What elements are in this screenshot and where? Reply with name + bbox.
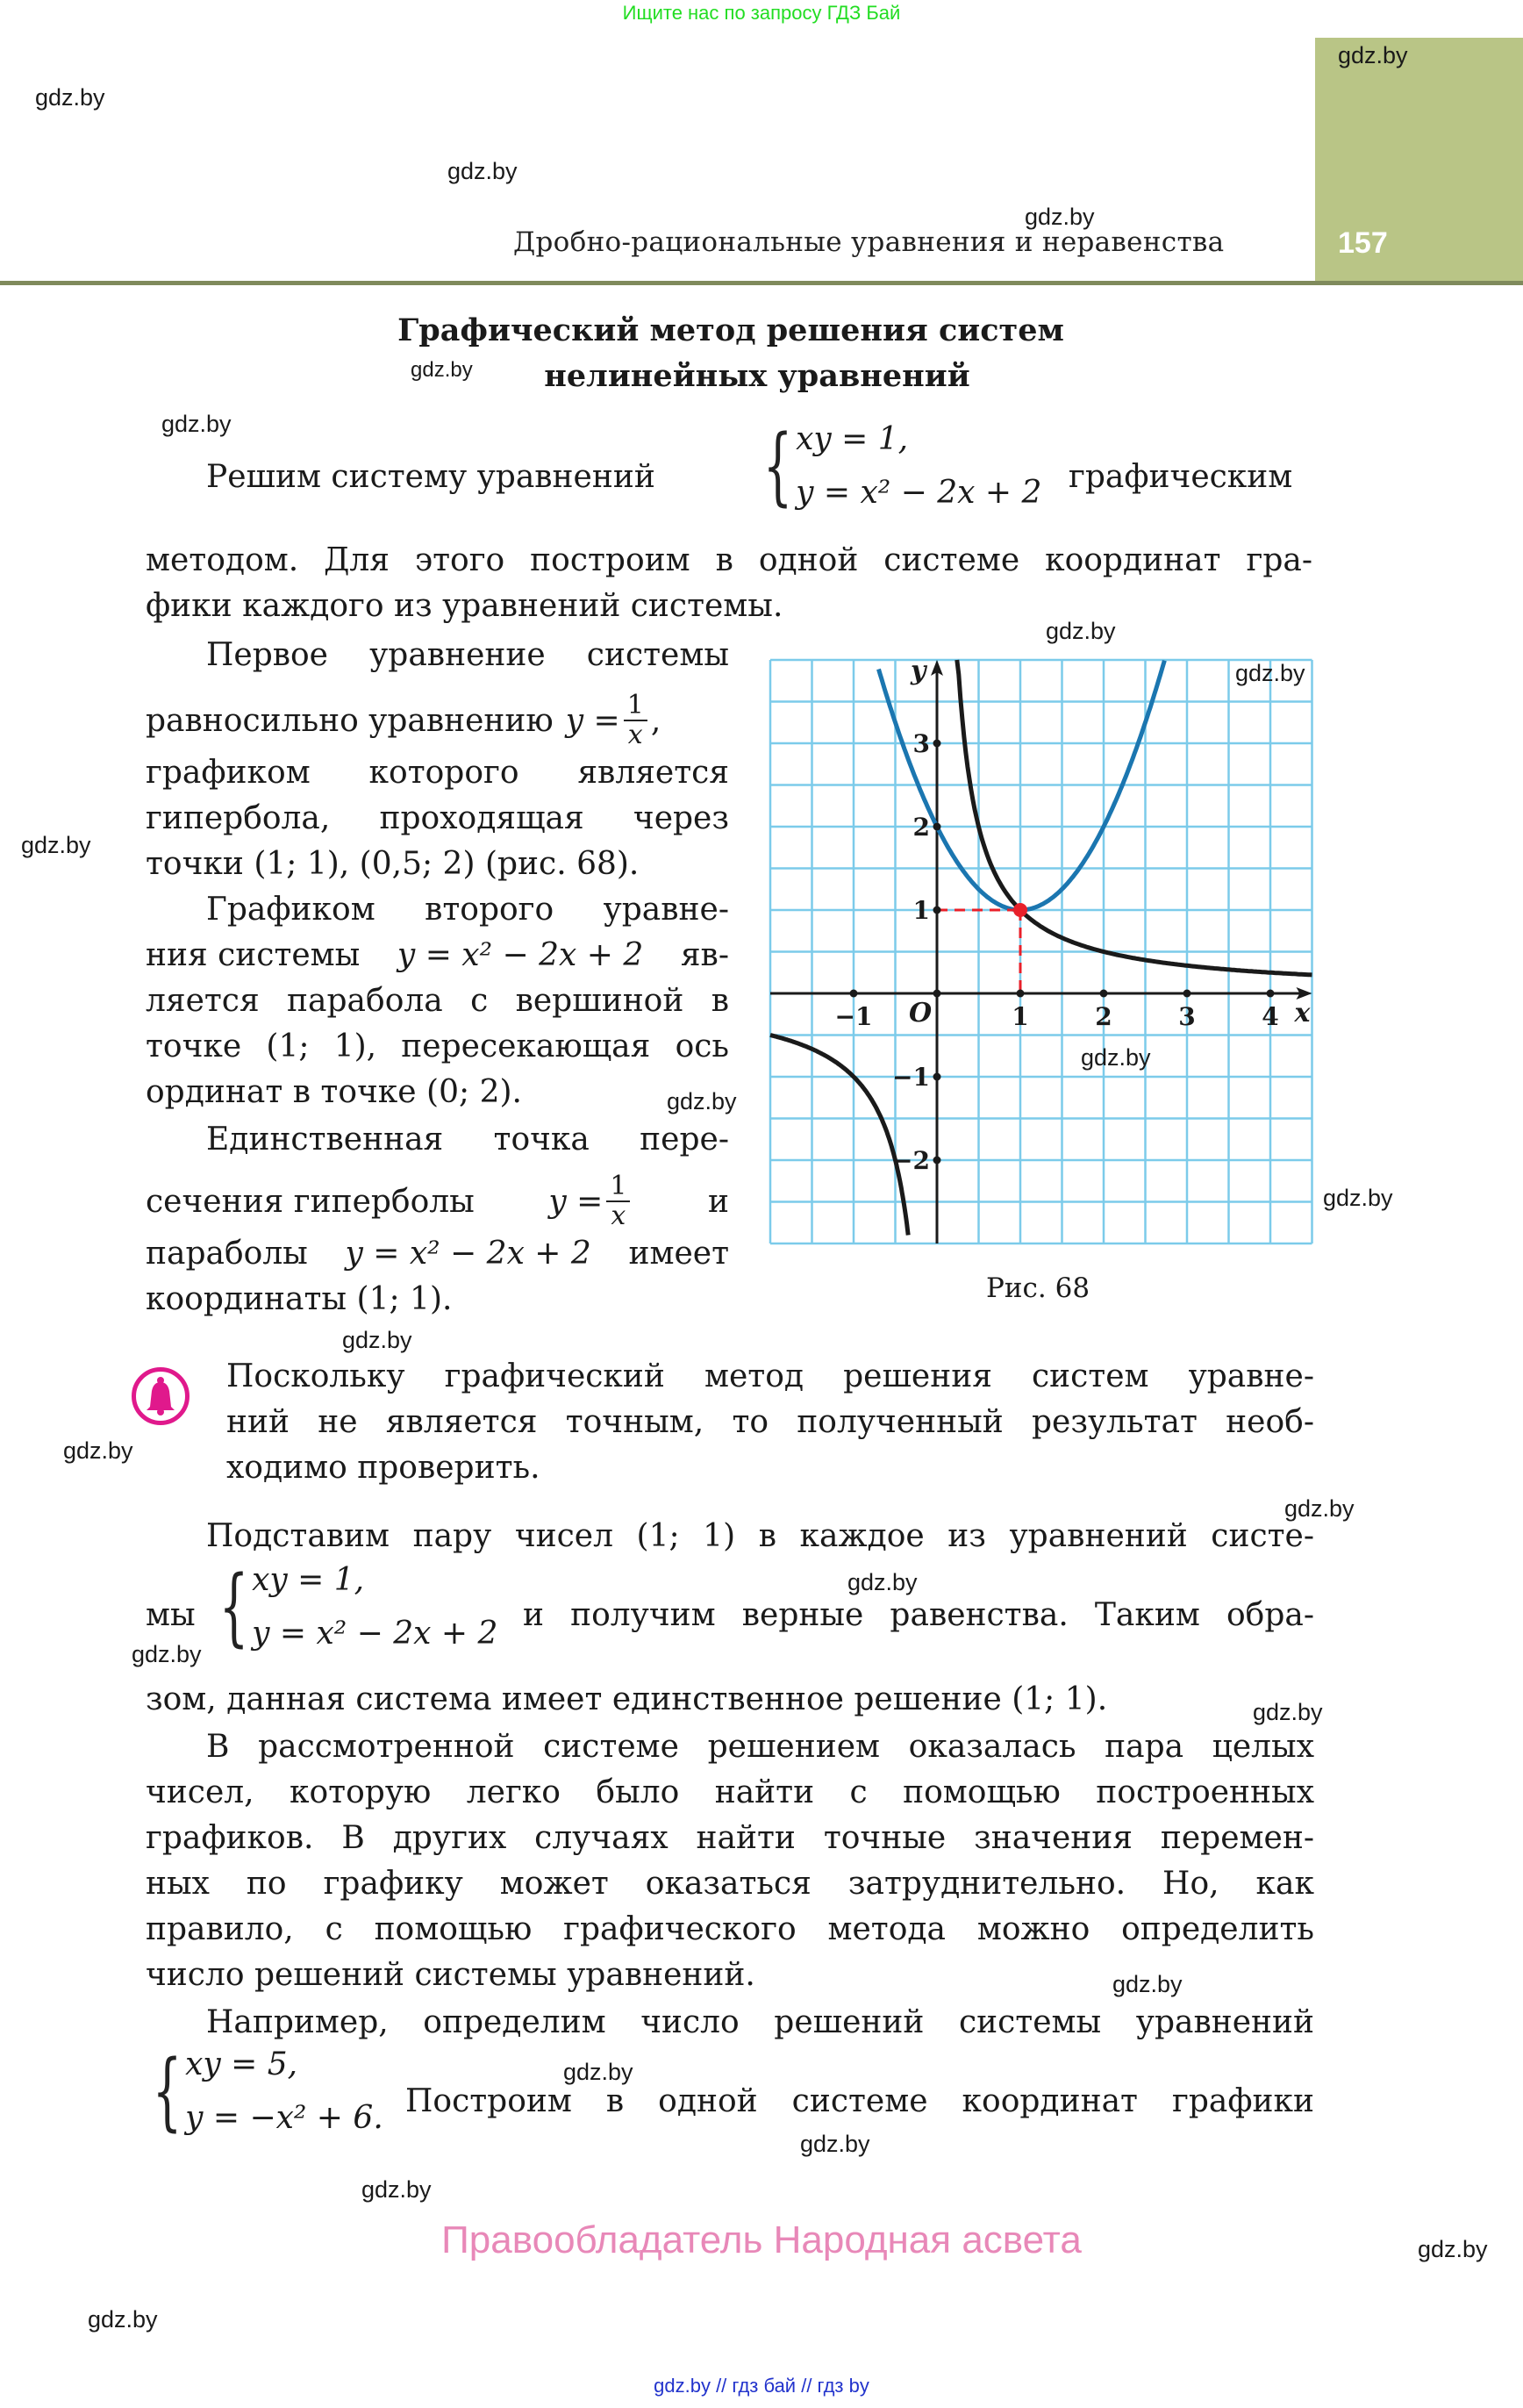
watermark: gdz.by xyxy=(1235,660,1305,686)
discussion-line: число решений системы уравнений. xyxy=(146,1957,755,1993)
discussion-line: В рассмотренной системе решением оказалась пара целых xyxy=(206,1729,1314,1765)
svg-text:4: 4 xyxy=(1262,1002,1279,1031)
watermark: gdz.by xyxy=(1081,1044,1151,1071)
svg-text:2: 2 xyxy=(1095,1002,1112,1031)
brace-icon: { xyxy=(152,2042,182,2140)
search-banner: Ищите нас по запросу ГДЗ Бай xyxy=(622,2,901,24)
text-line: Графиком второго уравне- xyxy=(206,892,729,928)
example-line: Например, определим число решений системы уравнений xyxy=(206,2004,1314,2040)
watermark: gdz.by xyxy=(847,1569,918,1595)
note-line: ний не является точным, то полученный результат необ- xyxy=(226,1404,1314,1440)
watermark: gdz.by xyxy=(161,411,232,437)
system-2 xyxy=(207,1558,498,1656)
math-lhs: y = xyxy=(565,702,620,739)
section-title-line2: нелинейных уравнений xyxy=(544,358,970,394)
text-fragment: и xyxy=(708,1183,729,1220)
math-parabola: y = x² − 2x + 2 xyxy=(397,937,644,973)
text-line: Первое уравнение системы xyxy=(206,637,729,673)
brace-icon: { xyxy=(762,417,793,515)
watermark: gdz.by xyxy=(1418,2236,1488,2262)
watermark: gdz.by xyxy=(800,2131,870,2157)
header-rule xyxy=(0,281,1523,285)
brace-icon: { xyxy=(218,1558,249,1656)
fraction xyxy=(606,1172,630,1230)
system-3-eq1: xy = 5, xyxy=(185,2046,298,2082)
watermark: gdz.by xyxy=(35,84,105,111)
system-1-eq2: y = x² − 2x + 2 xyxy=(796,475,1042,511)
text-line-fraction: равносильно уравнению y = $\frac{1}{x}$ , xyxy=(146,690,661,750)
watermark: gdz.by xyxy=(342,1327,412,1353)
discussion-line: чисел, которую легко было найти с помощью построенных xyxy=(146,1774,1314,1810)
system-2-eq1: xy = 1, xyxy=(252,1562,365,1598)
note-line: Поскольку графический метод решения систем уравне- xyxy=(226,1358,1314,1394)
footer-links[interactable]: gdz.by // гдз бай // гдз by xyxy=(654,2375,869,2397)
system-2-eq2: y = x² − 2x + 2 xyxy=(252,1616,498,1652)
text-line: Единственная точка пере- xyxy=(206,1122,729,1157)
system-3-eq2: y = −x² + 6. xyxy=(185,2100,383,2136)
fraction xyxy=(624,692,647,749)
svg-text:3: 3 xyxy=(912,729,930,758)
text-line: графиком которого является xyxy=(146,755,729,791)
watermark: gdz.by xyxy=(1253,1699,1323,1725)
intro-line2: методом. Для этого построим в одной системе координат гра- xyxy=(146,542,1312,578)
svg-text:1: 1 xyxy=(912,896,930,925)
svg-text:x: x xyxy=(1294,998,1311,1028)
text-line: ординат в точке (0; 2). xyxy=(146,1074,522,1110)
discussion-line: правило, с помощью графического метода можно определить xyxy=(146,1911,1314,1947)
text-fragment: ния системы xyxy=(146,937,361,973)
watermark: gdz.by xyxy=(1284,1495,1355,1522)
watermark: gdz.by xyxy=(563,2059,633,2085)
text-line: точки (1; 1), (0,5; 2) (рис. 68). xyxy=(146,846,640,882)
svg-text:3: 3 xyxy=(1178,1002,1196,1031)
intro-lead: Решим систему уравнений xyxy=(206,459,655,495)
text-fragment: яв- xyxy=(680,937,729,973)
running-head: Дробно-рациональные уравнения и неравенства xyxy=(513,226,1225,258)
check-line: и получим верные равенства. Таким обра- xyxy=(523,1597,1314,1633)
text-fragment: имеет xyxy=(628,1236,729,1272)
intro-line3: фики каждого из уравнений системы. xyxy=(146,588,783,624)
math-lhs: y = xyxy=(548,1183,604,1220)
discussion-line: ных по графику может оказаться затруднительно. Но, как xyxy=(146,1866,1314,1902)
svg-text:−2: −2 xyxy=(892,1146,930,1175)
check-prefix: мы xyxy=(146,1597,196,1633)
text-line: гипербола, проходящая через xyxy=(146,800,729,836)
watermark: gdz.by xyxy=(1338,42,1408,68)
watermark: gdz.by xyxy=(21,832,91,858)
svg-text:1: 1 xyxy=(1012,1002,1029,1031)
section-title-line1: Графический метод решения систем xyxy=(397,312,1064,348)
fraction-numerator: 1 xyxy=(606,1172,630,1202)
svg-text:−1: −1 xyxy=(892,1063,930,1092)
system-3 xyxy=(140,2042,383,2140)
math-parabola: y = x² − 2x + 2 xyxy=(345,1236,591,1272)
intro-tail: графическим xyxy=(1069,459,1293,495)
discussion-line: графиков. В других случаях найти точные значения перемен- xyxy=(146,1820,1314,1856)
fraction-denominator: x xyxy=(627,720,643,750)
watermark: gdz.by xyxy=(1046,618,1116,644)
watermark: gdz.by xyxy=(667,1088,737,1114)
watermark: gdz.by xyxy=(132,1641,202,1667)
text-fragment: параболы xyxy=(146,1236,308,1272)
watermark: gdz.by xyxy=(88,2306,158,2333)
text-line: ляется парабола с вершиной в xyxy=(146,983,729,1019)
copyright-credit: Правообладатель Народная асвета xyxy=(441,2218,1082,2261)
text-line: координаты (1; 1). xyxy=(146,1281,453,1317)
fraction-numerator: 1 xyxy=(624,692,647,721)
svg-text:y: y xyxy=(911,656,926,686)
bell-icon xyxy=(132,1367,189,1425)
note-line: ходимо проверить. xyxy=(226,1450,540,1486)
text-fragment: равносильно уравнению xyxy=(146,702,554,739)
text-line-math xyxy=(146,937,729,973)
svg-text:O: O xyxy=(909,998,933,1028)
example-line: Построим в одной системе координат графики xyxy=(405,2083,1314,2119)
watermark: gdz.by xyxy=(63,1437,133,1464)
text-line-math xyxy=(146,1236,729,1272)
system-1 xyxy=(751,417,1042,515)
check-line: Подставим пару чисел (1; 1) в каждое из уравнений систе- xyxy=(206,1518,1314,1554)
watermark: gdz.by xyxy=(1112,1971,1183,1997)
svg-text:2: 2 xyxy=(912,813,930,842)
text-line-fraction xyxy=(146,1172,729,1230)
watermark: gdz.by xyxy=(411,358,473,382)
figure-68-graph xyxy=(763,649,1325,1255)
text-fragment: сечения гиперболы xyxy=(146,1183,475,1220)
page-number: 157 xyxy=(1338,226,1388,260)
watermark: gdz.by xyxy=(361,2176,432,2203)
watermark: gdz.by xyxy=(1323,1185,1393,1211)
watermark: gdz.by xyxy=(1025,204,1095,230)
text-line: точке (1; 1), пересекающая ось xyxy=(146,1028,729,1064)
svg-text:−1: −1 xyxy=(834,1002,873,1031)
fraction-denominator: x xyxy=(611,1200,626,1231)
system-1-eq1: xy = 1, xyxy=(796,421,909,457)
watermark: gdz.by xyxy=(447,158,518,184)
figure-caption: Рис. 68 xyxy=(986,1272,1090,1304)
check-line: зом, данная система имеет единственное решение (1; 1). xyxy=(146,1681,1108,1717)
